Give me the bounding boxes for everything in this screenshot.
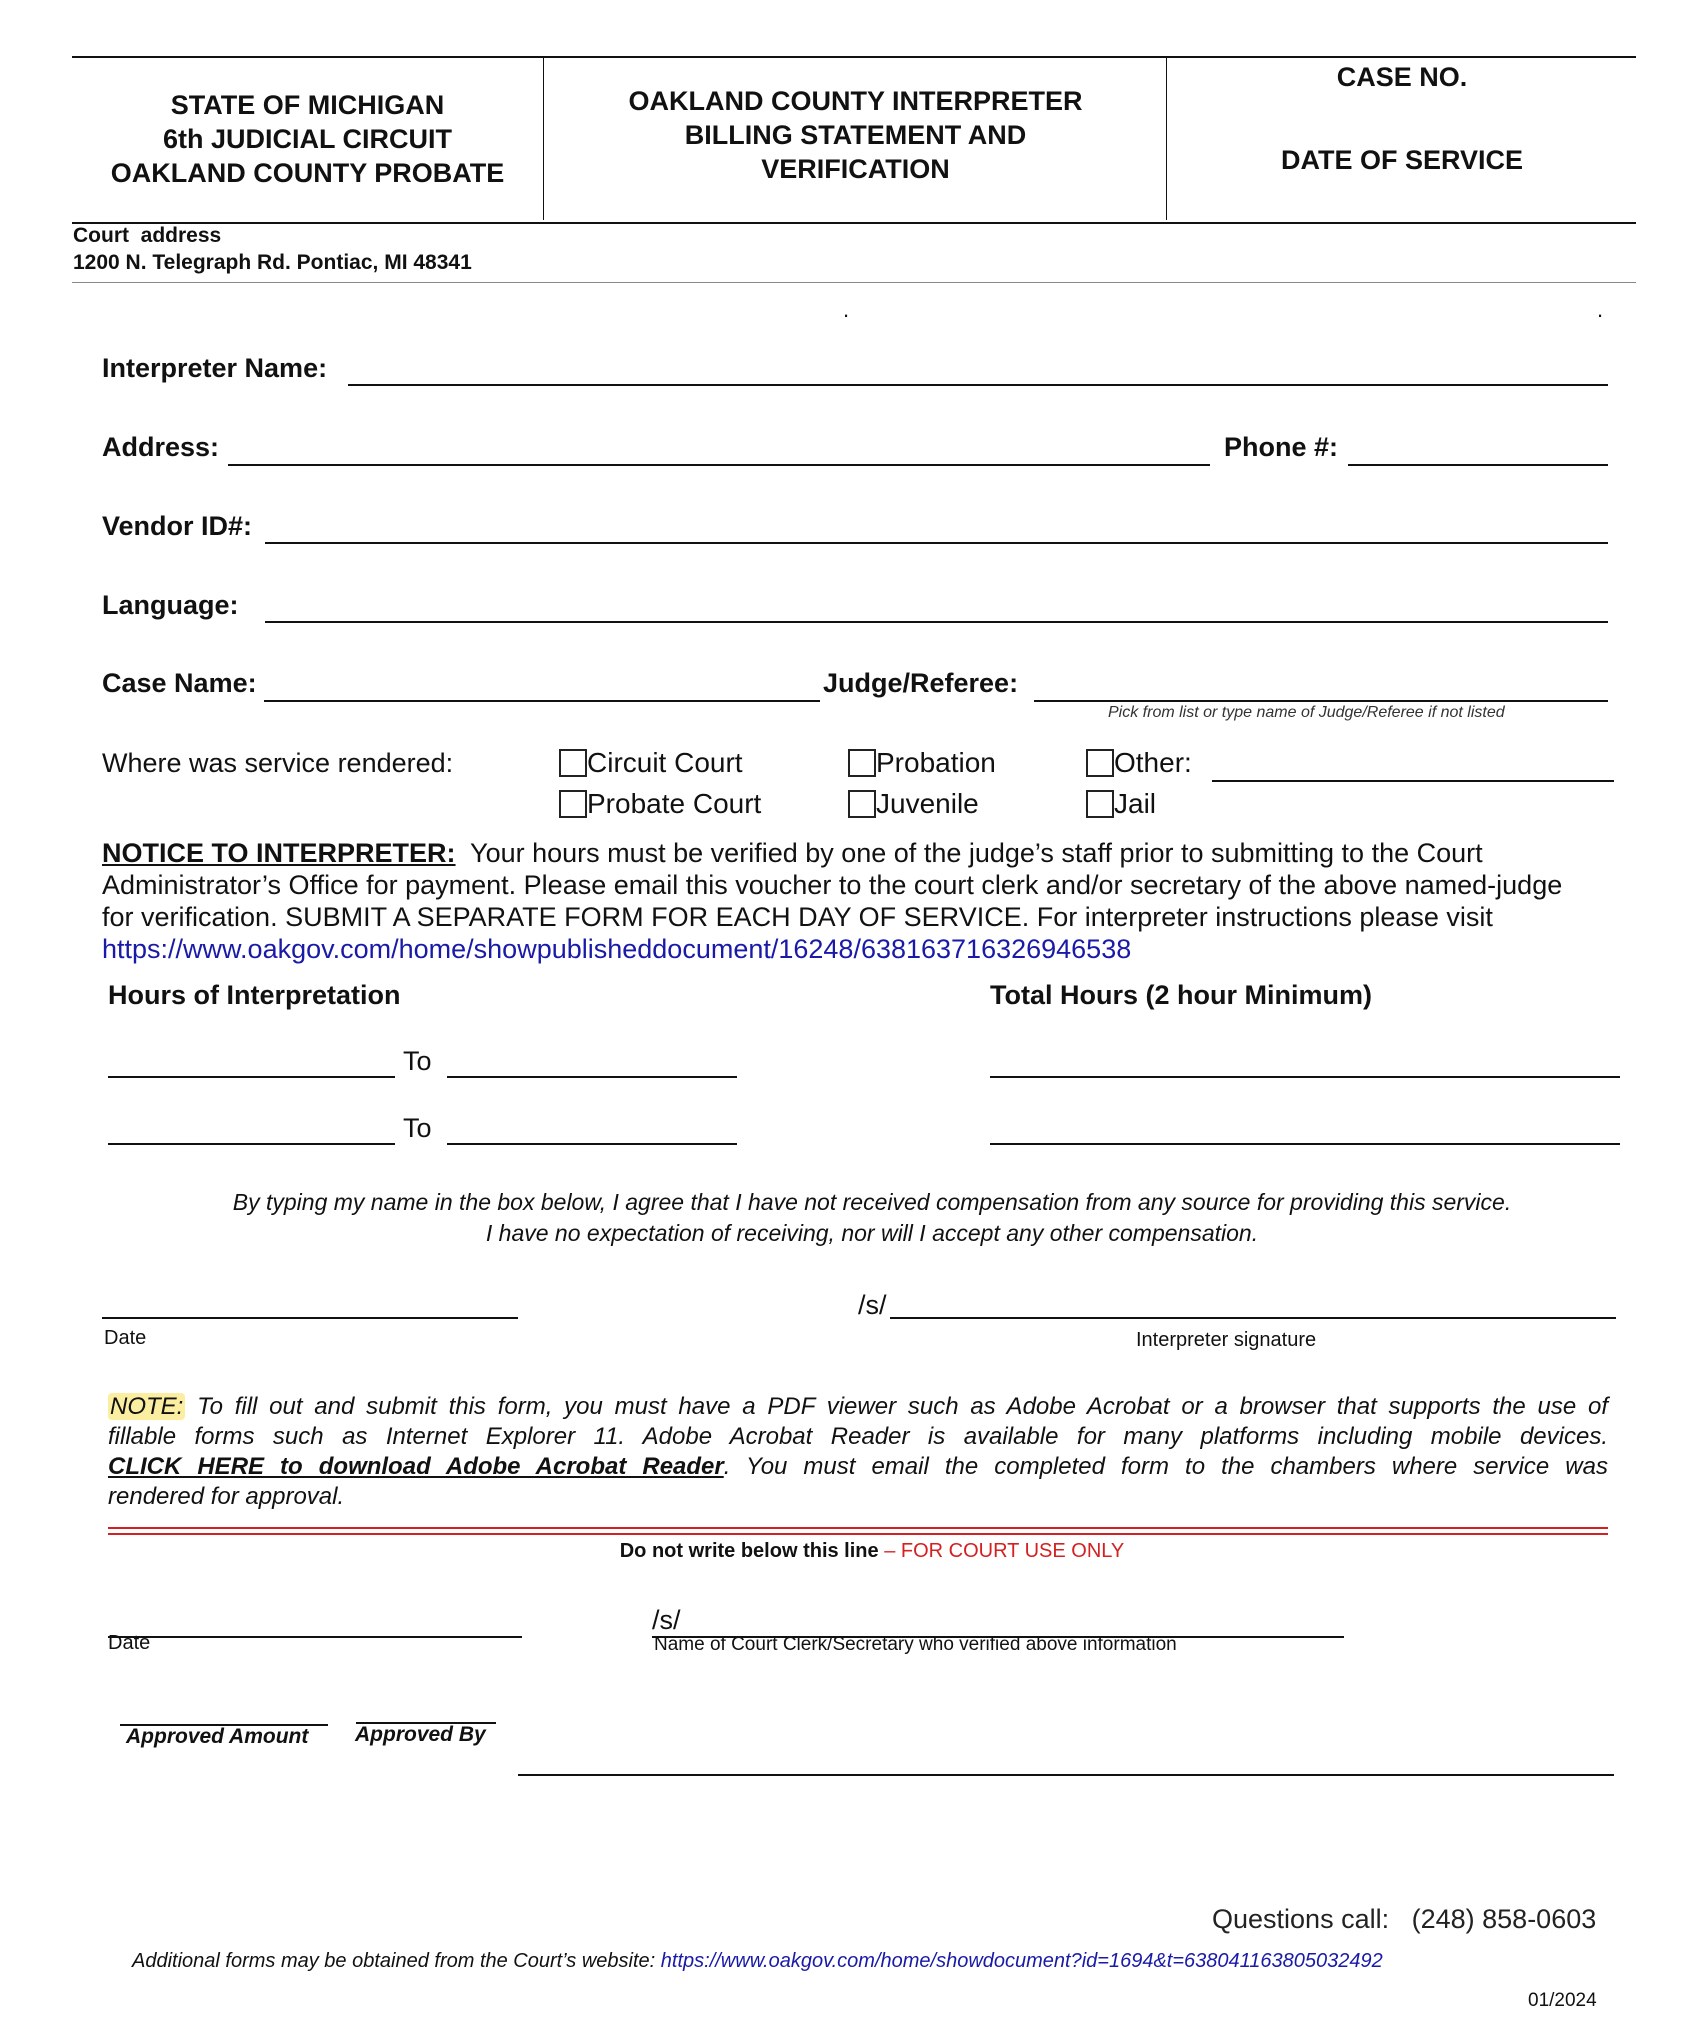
probation-checkbox[interactable] xyxy=(848,749,876,777)
approval-signature-field[interactable] xyxy=(518,1750,1614,1776)
case-name-field[interactable] xyxy=(264,676,820,702)
additional-forms-text: Additional forms may be obtained from the Court’s website: xyxy=(132,1950,661,1972)
total-hours-heading: Total Hours (2 hour Minimum) xyxy=(990,980,1372,1010)
form-title-line-1: OAKLAND COUNTY INTERPRETER xyxy=(628,86,1083,116)
agreement-line-1: By typing my name in the box below, I agree that I have not received compensation from any source for providing this service. xyxy=(232,1189,1512,1215)
probate-court-label: Probate Court xyxy=(587,788,762,819)
jail-checkbox[interactable] xyxy=(1086,790,1114,818)
note-line-2: fillable forms such as Internet Explorer 11. Adobe Acrobat Reader is available for many platforms including mobile devices. xyxy=(108,1423,1608,1450)
phone-field[interactable] xyxy=(1348,440,1608,466)
hours-start-field-1[interactable] xyxy=(108,1052,395,1078)
circuit-court-label: Circuit Court xyxy=(587,747,743,778)
stray-dot-2: . xyxy=(1597,297,1604,322)
phone-label: Phone #: xyxy=(1224,432,1339,462)
header-divider-2 xyxy=(1166,58,1167,220)
to-label-2: To xyxy=(403,1113,432,1143)
circuit-line: 6th JUDICIAL CIRCUIT xyxy=(162,124,452,154)
note-label: NOTE: xyxy=(110,1393,184,1420)
judge-referee-field[interactable] xyxy=(1034,676,1608,702)
agreement-line-2: I have no expectation of receiving, nor will I accept any other compensation. xyxy=(485,1220,1259,1246)
notice-line-1: Your hours must be verified by one of the judge’s staff prior to submitting to the Court xyxy=(470,838,1483,868)
signature-date-label: Date xyxy=(104,1327,147,1349)
other-field[interactable] xyxy=(1212,758,1614,782)
juvenile-checkbox[interactable] xyxy=(848,790,876,818)
case-name-label: Case Name: xyxy=(102,668,257,698)
juvenile-label: Juvenile xyxy=(876,788,979,819)
total-hours-field-1[interactable] xyxy=(990,1052,1620,1078)
header-divider-1 xyxy=(543,58,544,220)
stray-dot-1: . xyxy=(843,297,850,322)
case-no-label: CASE NO. xyxy=(1336,62,1468,92)
date-of-service-label: DATE OF SERVICE xyxy=(1280,145,1524,175)
probate-line: OAKLAND COUNTY PROBATE xyxy=(110,158,505,188)
jail-label: Jail xyxy=(1114,788,1157,819)
notice-block xyxy=(102,837,1622,965)
additional-forms-line xyxy=(132,1950,1383,1973)
questions-label: Questions call: xyxy=(1212,1904,1390,1934)
court-website-link[interactable]: https://www.oakgov.com/home/showdocument?id=1694&t=638041163805032492 xyxy=(660,1950,1383,1972)
address-field[interactable] xyxy=(228,440,1210,466)
agreement-text xyxy=(102,1187,1642,1249)
probation-label: Probation xyxy=(876,747,996,778)
language-label: Language: xyxy=(102,590,239,620)
total-hours-field-2[interactable] xyxy=(990,1119,1620,1145)
questions-phone: (248) 858-0603 xyxy=(1411,1904,1597,1934)
form-title-line-2: BILLING STATEMENT AND xyxy=(684,120,1027,150)
hours-end-field-2[interactable] xyxy=(447,1119,737,1145)
hours-heading: Hours of Interpretation xyxy=(108,980,401,1010)
judge-hint: Pick from list or type name of Judge/Referee if not listed xyxy=(1108,704,1505,721)
address-rule xyxy=(72,282,1636,283)
note-line-1: To fill out and submit this form, you must have a PDF viewer such as Adobe Acrobat or a browser that supports the use of xyxy=(197,1393,1608,1420)
instructions-link[interactable]: https://www.oakgov.com/home/showpublisheddocument/16248/638163716326946538 xyxy=(102,934,1132,964)
judge-referee-label: Judge/Referee: xyxy=(823,668,1019,698)
court-use-notice xyxy=(102,1540,1642,1563)
acrobat-download-link[interactable]: CLICK HERE to download Adobe Acrobat Reader xyxy=(108,1453,724,1480)
approved-amount-field[interactable] xyxy=(120,1704,328,1726)
interpreter-name-label: Interpreter Name: xyxy=(102,353,328,383)
approved-amount-label: Approved Amount xyxy=(126,1725,309,1748)
do-not-write-label: Do not write below this line xyxy=(619,1540,879,1562)
interpreter-signature-label: Interpreter signature xyxy=(1136,1329,1317,1351)
hours-start-field-2[interactable] xyxy=(108,1119,395,1145)
court-date-field[interactable] xyxy=(108,1612,522,1638)
form-title-line-3: VERIFICATION xyxy=(761,154,950,184)
notice-heading: NOTICE TO INTERPRETER: xyxy=(102,838,456,868)
notice-line-2: Administrator’s Office for payment. Please email this voucher to the court clerk and/or secretary of the above named-judge xyxy=(102,870,1563,900)
form-title xyxy=(545,84,1166,186)
circuit-court-checkbox[interactable] xyxy=(559,749,587,777)
signature-s-prefix: /s/ xyxy=(858,1290,887,1320)
interpreter-signature-field[interactable] xyxy=(890,1293,1616,1319)
note-line-4: rendered for approval. xyxy=(108,1483,345,1510)
interpreter-name-field[interactable] xyxy=(348,360,1608,386)
signature-date-field[interactable] xyxy=(102,1293,518,1319)
service-label: Where was service rendered: xyxy=(102,748,454,778)
questions-line xyxy=(1212,1904,1596,1935)
note-block xyxy=(108,1392,1608,1512)
court-date-label: Date xyxy=(108,1632,151,1654)
clerk-name-label: Name of Court Clerk/Secretary who verified above information xyxy=(654,1634,1177,1655)
hours-end-field-1[interactable] xyxy=(447,1052,737,1078)
court-identity xyxy=(72,88,543,190)
vendor-id-label: Vendor ID#: xyxy=(102,511,253,541)
approved-by-field[interactable] xyxy=(356,1702,496,1724)
address-label: Address: xyxy=(102,432,220,462)
other-checkbox[interactable] xyxy=(1086,749,1114,777)
to-label-1: To xyxy=(403,1046,432,1076)
form-revision-code: 01/2024 xyxy=(1528,1990,1597,2011)
language-field[interactable] xyxy=(265,597,1608,623)
vendor-id-field[interactable] xyxy=(265,518,1608,544)
note-line-3: . You must email the completed form to the chambers where service was xyxy=(723,1453,1608,1480)
state-line: STATE OF MICHIGAN xyxy=(170,90,445,120)
notice-line-3: for verification. SUBMIT A SEPARATE FORM FOR EACH DAY OF SERVICE. For interpreter instructions please visit xyxy=(102,902,1493,932)
clerk-s-prefix: /s/ xyxy=(652,1605,681,1635)
court-use-divider xyxy=(108,1527,1608,1535)
probate-court-checkbox[interactable] xyxy=(559,790,587,818)
approved-by-label: Approved By xyxy=(355,1723,486,1746)
court-use-only-label: – FOR COURT USE ONLY xyxy=(884,1540,1125,1562)
other-label: Other: xyxy=(1114,747,1192,778)
court-address-value: 1200 N. Telegraph Rd. Pontiac, MI 48341 xyxy=(73,251,472,274)
court-address-label: Court address xyxy=(73,224,222,247)
